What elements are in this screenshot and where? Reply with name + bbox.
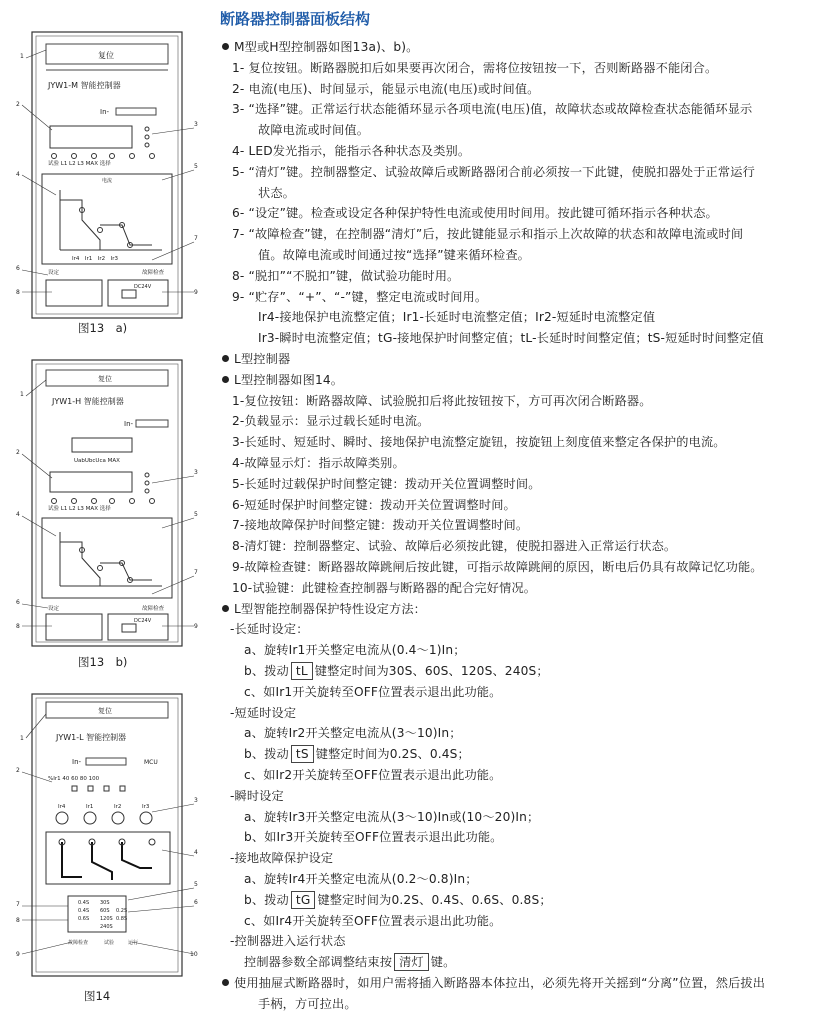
text-line: 9-故障检查键：断路器故障跳闸后按此键，可指示故障跳闸的原因，断电后仍具有故障记忆功能。 [232, 560, 763, 574]
text-line: 值。故障电流或时间通过按“选择”键来循环检查。 [258, 248, 531, 262]
text-line: 2-负载显示：显示过载长延时电流。 [232, 414, 430, 429]
svg-text:240S: 240S [100, 924, 113, 930]
text-line: a、旋转Ir3开关整定电流从(3～10)In或(10～20)In； [244, 809, 540, 824]
text-line: 故障电流或时间值。 [258, 123, 370, 138]
svg-text:1: 1 [20, 53, 24, 60]
line-suffix: 键。 [430, 955, 456, 970]
line-prefix: b、拨动 [244, 664, 289, 678]
text-line: b、如Ir3开关旋转至OFF位置表示退出此功能。 [244, 830, 503, 845]
svg-text:9: 9 [194, 623, 198, 630]
svg-text:5: 5 [194, 511, 198, 518]
svg-text:30S: 30S [100, 900, 110, 906]
svg-text:运行: 运行 [128, 940, 139, 946]
key-box: tS [291, 745, 314, 763]
fig13b-reset: 复位 [98, 375, 112, 383]
text-line: 7-接地故障保护时间整定键：拨动开关位置调整时间。 [232, 518, 529, 533]
fig14-reset: 复位 [98, 707, 112, 715]
svg-text:4: 4 [194, 849, 198, 856]
svg-text:3: 3 [194, 469, 198, 476]
text-line: 8-清灯键：控制器整定、试验、故障后必须按此键，使脱扣器进入正常运行状态。 [232, 539, 677, 554]
text-line: a、旋转Ir1开关整定电流从(0.4～1)In； [244, 643, 466, 658]
text-line: c、如Ir1开关旋转至OFF位置表示退出此功能。 [244, 684, 502, 699]
text-line: 2- 电流(电压)、时间显示，能显示电流(电压)或时间值。 [232, 81, 540, 96]
text-line: 5- “清灯”键。控制器整定、试验故障后或断路器闭合前必须按一下此键，使脱扣器处于正常运行 [232, 164, 755, 179]
figure-13a-panel [12, 30, 202, 320]
svg-text:0.4S: 0.4S [78, 908, 90, 914]
svg-text:3: 3 [194, 797, 198, 804]
svg-text:试验 L1 L2 L3 MAX 选择: 试验 L1 L2 L3 MAX 选择 [48, 506, 111, 512]
svg-text:7: 7 [194, 235, 198, 242]
svg-text:6: 6 [16, 599, 20, 606]
key-box: tL [291, 662, 313, 680]
svg-text:1: 1 [20, 735, 24, 742]
svg-text:2: 2 [16, 449, 20, 456]
text-line: 1- 复位按钮。断路器脱扣后如果要再次闭合，需将位按钮按一下，否则断路器不能闭合。 [232, 60, 718, 75]
line-suffix: 键整定时间为0.2S、0.4S、0.6S、0.8S； [317, 892, 552, 907]
text-line: 10-试验键：此键检查控制器与断路器的配合完好情况。 [232, 580, 537, 595]
svg-text:7: 7 [194, 569, 198, 576]
text-column [214, 0, 834, 1028]
svg-text:Ir4: Ir4 [58, 804, 66, 810]
svg-text:120S: 120S [100, 916, 113, 922]
key-box: tG [291, 891, 316, 909]
fig14-in: In- [72, 758, 82, 766]
svg-text:3: 3 [194, 121, 198, 128]
text-line: 1-复位按钮：断路器故障、试验脱扣后将此按钮按下，方可再次闭合断路器。 [232, 393, 652, 408]
text-line: 手柄，方可拉出。 [258, 996, 357, 1011]
fig14-mcu: MCU [144, 759, 158, 766]
svg-text:8: 8 [16, 289, 20, 296]
line-suffix: 键整定时间为30S、60S、120S、240S； [314, 664, 549, 678]
svg-text:6: 6 [194, 899, 198, 906]
text-line: 8- “脱扣”“不脱扣”键，做试验功能时用。 [232, 268, 460, 283]
svg-text:8: 8 [16, 917, 20, 924]
svg-text:10: 10 [190, 951, 198, 958]
fig13b-urow: UabUbcUca MAX [74, 458, 120, 464]
text-line: c、如Ir2开关旋转至OFF位置表示退出此功能。 [244, 768, 502, 782]
bullet-line: L型控制器 [234, 349, 290, 369]
svg-text:9: 9 [194, 289, 198, 296]
fig13a-row: 试验 L1 L2 L3 MAX 选择 [48, 161, 111, 167]
svg-text:0.6S: 0.6S [78, 916, 90, 922]
text-line: 7- “故障检查”键，在控制器“清灯”后，按此键能显示和指示上次故障的状态和故障电流或时间 [232, 227, 744, 242]
svg-text:60S: 60S [100, 908, 110, 914]
key-box: 清灯 [394, 953, 429, 971]
bullet-line: L型控制器如图14。 [234, 370, 343, 390]
text-line: 3-长延时、短延时、瞬时、接地保护电流整定旋钮，按旋钮上刻度值来整定各保护的电流。 [232, 435, 726, 450]
svg-text:0.8S: 0.8S [116, 916, 128, 922]
text-line [244, 890, 552, 910]
text-line: 5-长延时过载保护时间整定键：拨动开关位置调整时间。 [232, 476, 541, 491]
figure-13a-caption: 图13 a) [78, 321, 128, 335]
page-title: 断路器控制器面板结构 [220, 10, 371, 28]
fig13a-volt: DC24V [134, 284, 152, 290]
text-line: 状态。 [258, 185, 296, 200]
text-line: a、旋转Ir2开关整定电流从(3～10)In； [244, 726, 462, 741]
figure-13b-panel [12, 358, 202, 648]
svg-text:0.2S: 0.2S [116, 908, 128, 914]
svg-text:2: 2 [16, 767, 20, 774]
text-line [244, 952, 455, 972]
svg-text:5: 5 [194, 881, 198, 888]
fig13a-set: 设定 [48, 270, 60, 276]
svg-text:4: 4 [16, 511, 20, 518]
figure-13b-caption: 图13 b) [78, 655, 128, 669]
text-line: -短延时设定 [230, 705, 297, 720]
svg-text:8: 8 [16, 623, 20, 630]
svg-text:Ir2: Ir2 [114, 804, 122, 810]
fig13a-fault: 故障检查 [142, 270, 165, 276]
text-line: Ir4-接地保护电流整定值；Ir1-长延时电流整定值；Ir2-短延时电流整定值 [258, 310, 656, 325]
text-line: -长延时设定： [230, 622, 309, 637]
figure-13b-diagram [12, 358, 202, 648]
text-line: a、旋转Ir4开关整定电流从(0.2～0.8)In； [244, 872, 478, 886]
svg-text:5: 5 [194, 163, 198, 170]
text-line: 6- “设定”键。检查或设定各种保护特性电流或使用时间用。按此键可循环指示各种状态。 [232, 206, 718, 221]
fig13a-in: In- [100, 108, 110, 116]
figure-14-diagram [12, 692, 202, 978]
svg-text:试验: 试验 [104, 940, 115, 946]
fig14-scale: %Ir1 40 60 80 100 [48, 776, 100, 782]
fig13b-in: In- [124, 420, 134, 428]
fig13b-model: JYW1-H 智能控制器 [52, 397, 124, 406]
svg-text:4: 4 [16, 171, 20, 178]
text-line: 9- “贮存”、“+”、“-”键，整定电流或时间用。 [232, 289, 488, 304]
figure-14-caption: 图14 [84, 989, 111, 1003]
svg-text:Ir1: Ir1 [86, 804, 94, 810]
text-line: 6-短延时保护时间整定键：拨动开关位置调整时间。 [232, 497, 516, 512]
text-line: -瞬时设定 [230, 788, 284, 803]
figure-13a-diagram [12, 30, 202, 320]
text-line: -接地故障保护设定 [230, 851, 334, 866]
fig13b-set: 设定 [48, 606, 60, 612]
line-prefix: b、拨动 [244, 747, 289, 762]
fig13a-reset: 复位 [98, 51, 114, 60]
line-suffix: 键整定时间为0.2S、0.4S； [315, 747, 470, 762]
svg-text:Ir3: Ir3 [142, 804, 150, 810]
fig14-model: JYW1-L 智能控制器 [56, 733, 127, 742]
figure-14-panel [12, 692, 202, 978]
text-line [244, 744, 470, 764]
line-prefix: b、拨动 [244, 892, 289, 907]
text-line: 4- LED发光指示，能指示各种状态及类别。 [232, 144, 471, 158]
svg-text:故障检查: 故障检查 [68, 940, 89, 946]
svg-text:2: 2 [16, 101, 20, 108]
svg-text:0.4S: 0.4S [78, 900, 90, 906]
figure-column [0, 0, 212, 1028]
svg-text:9: 9 [16, 951, 20, 958]
fig13a-model: JYW1-M 智能控制器 [48, 81, 121, 90]
fig13b-fault: 故障检查 [142, 606, 165, 612]
bullet-line: 使用抽屉式断路器时，如用户需将插入断路器本体拉出，必须先将开关摇到“分离”位置，然后拔出 [234, 973, 765, 993]
svg-text:1: 1 [20, 391, 24, 398]
text-line: c、如Ir4开关旋转至OFF位置表示退出此功能。 [244, 913, 502, 928]
svg-text:7: 7 [16, 901, 20, 908]
text-line: -控制器进入运行状态 [230, 934, 346, 949]
text-line: Ir3-瞬时电流整定值；tG-接地保护时间整定值；tL-长延时时间整定值；tS-短延时时间整定值 [258, 331, 764, 346]
svg-text:6: 6 [16, 265, 20, 272]
text-line: 4-故障显示灯：指示故障类别。 [232, 456, 405, 470]
svg-text:电流: 电流 [102, 178, 113, 184]
fig13b-volt: DC24V [134, 618, 152, 624]
bullet-line: M型或H型控制器如图13a)、b)。 [234, 37, 418, 57]
bullet-line: L型智能控制器保护特性设定方法： [234, 599, 426, 619]
text-line [244, 661, 549, 681]
text-line: 3- “选择”键。正常运行状态能循环显示各项电流(电压)值，故障状态或故障检查状态能循环显示 [232, 102, 753, 117]
svg-text:Ir4 Ir1 Ir2 Ir3: Ir4 Ir1 Ir2 Ir3 [72, 256, 119, 262]
line-prefix: 控制器参数全部调整结束按 [244, 955, 393, 970]
